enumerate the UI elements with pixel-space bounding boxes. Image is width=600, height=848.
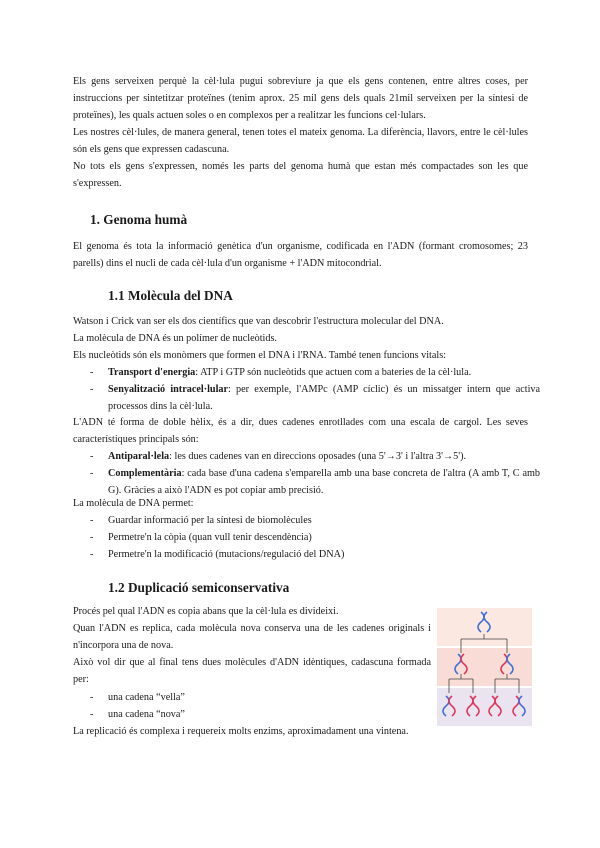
term-senyalitzacio: Senyalització intracel·lular [108,384,229,395]
permit-text: Permetre'n la còpia (quan vull tenir descendència) [108,532,312,543]
bullet-dash: - [90,532,94,543]
genoma-paragraph: El genoma és tota la informació genètica d'un organisme, codificada en l'ADN (formant cromosomes; 23 parells) dins el nucli de cada cèl·lula d'un organisme + l'ADN mitocondrial. [73,241,528,270]
intro-paragraph-1: Els gens serveixen perquè la cèl·lula pugui sobreviure ja que els gens contenen, entre altres coses, per instruccions per sintetitzar proteïnes (tenim aprox. 25 mil gens dels quals 21mil serveixen per la síntesi de proteïnes), les quals actuen soles o en complexos per a realitzar les funcions cel·lulars. [73,76,528,122]
bullet-dash: - [90,367,94,378]
helix-paragraph: L'ADN té forma de doble hèlix, és a dir, dues cadenes enrotllades com una escala de cargol. Les seves característiques principals són: [73,417,528,446]
desc-complementaria: : cada base d'una cadena s'emparella amb una base concreta de l'altra (A amb T, C amb G). Gràcies a això l'ADN es pot copiar amb precisió. [108,468,540,497]
bullet-dash: - [90,451,94,462]
section-heading-molecula: 1.1 Molècula del DNA [108,288,233,303]
replication-definition: Procés pel qual l'ADN es copia abans que la cèl·lula es divideixi. [73,606,339,617]
permit-text: Guardar informació per la síntesi de biomolècules [108,515,312,526]
desc-senyalitzacio: : per exemple, l'AMPc (AMP cíclic) és un missatger intern que activa processos dins la cèl·lula. [108,384,541,413]
bullet-dash: - [90,384,94,395]
semiconservative-replication-figure [437,608,532,726]
replication-result: Això vol dir que al final tens dues molècules d'ADN idèntiques, cadascuna formada per: [73,657,431,686]
bullet-dash: - [90,468,94,479]
intro-paragraph-3: No tots els gens s'expressen, només les parts del genoma humà que estan més compactades son les que s'expressen. [73,161,528,190]
section-heading-genoma: 1. Genoma humà [90,212,188,227]
watson-crick-line: Watson i Crick van ser els dos científics que van descobrir l'estructura molecular del DNA. [73,316,444,327]
permits-intro: La molècula de DNA permet: [73,498,194,509]
bullet-dash: - [90,549,94,560]
replication-explanation: Quan l'ADN es replica, cada molècula nova conserva una de les cadenes originals i n'incorpora una de nova. [73,623,431,652]
strand-old-text: una cadena “vella” [108,692,185,703]
intro-paragraph-2: Les nostres cèl·lules, de manera general, tenen totes el mateix genoma. La diferència, llavors, entre le cèl·lules són els gens que expressen cadascuna. [73,127,528,156]
nucleotides-line: Els nucleòtids són els monòmers que formen el DNA i l'RNA. També tenen funcions vitals: [73,350,447,361]
generation-band-3 [437,688,532,726]
bullet-dash: - [90,709,94,720]
desc-transport: : ATP i GTP són nucleòtids que actuen com a bateries de la cèl·lula. [195,367,472,378]
section-heading-duplicacio: 1.2 Duplicació semiconservativa [108,580,290,595]
polymer-line: La molècula de DNA és un polímer de nucleòtids. [73,333,277,344]
strand-new-text: una cadena “nova” [108,709,185,720]
permit-text: Permetre'n la modificació (mutacions/regulació del DNA) [108,549,345,560]
generation-band-2 [437,648,532,686]
term-transport: Transport d'energia [108,367,196,378]
bullet-dash: - [90,692,94,703]
bullet-dash: - [90,515,94,526]
term-complementaria: Complementària [108,468,182,479]
replication-closing: La replicació és complexa i requereix molts enzims, aproximadament una vintena. [73,726,409,737]
desc-antiparalela: : les dues cadenes van en direccions oposades (una 5'→3' i l'altra 3'→5'). [169,451,467,462]
term-antiparalela: Antiparal·lela [108,451,170,462]
